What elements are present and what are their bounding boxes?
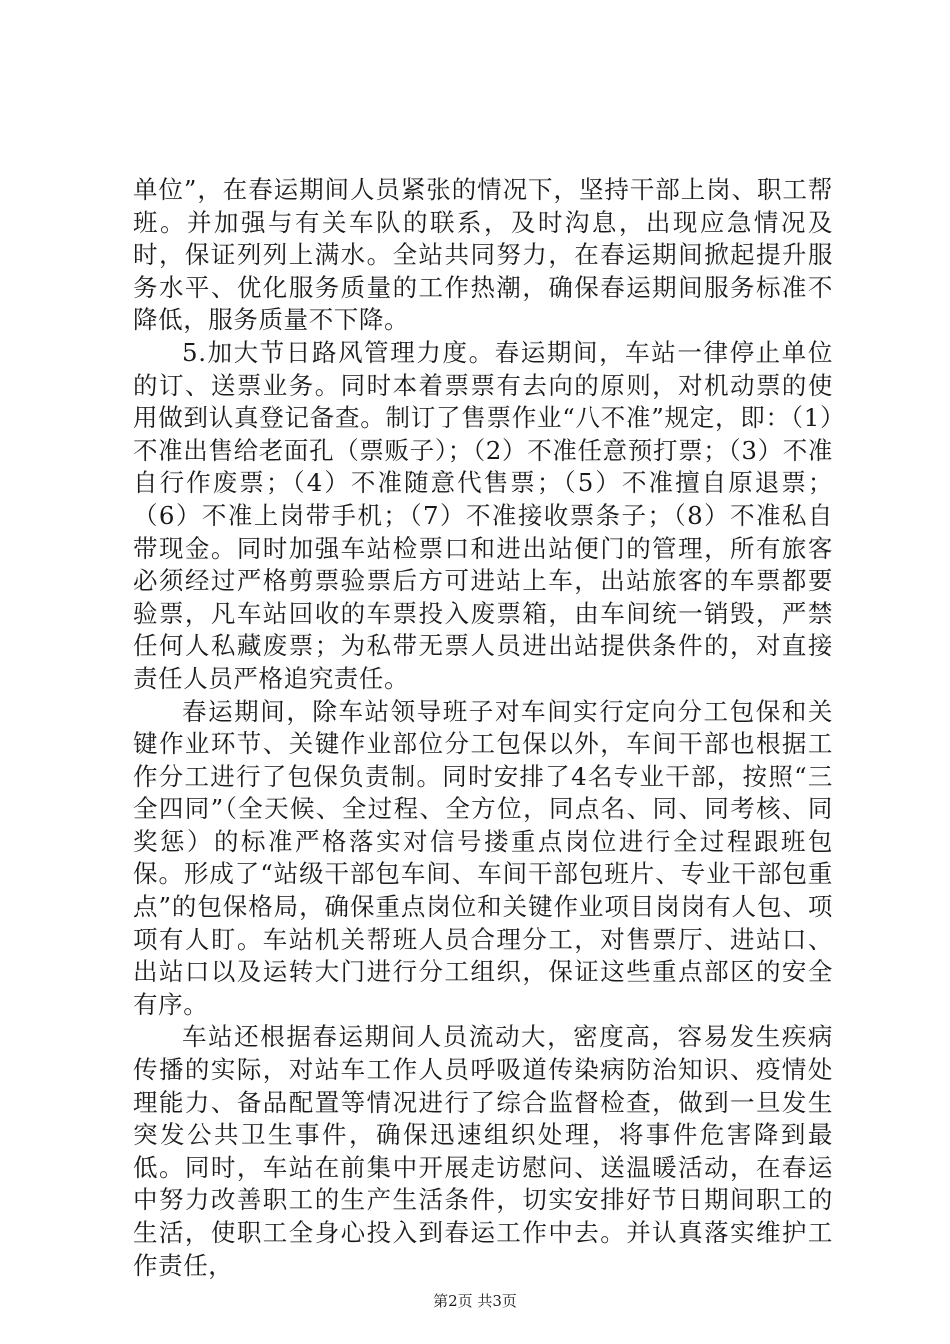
document-body <box>133 174 833 1282</box>
paragraph-4: 车站还根据春运期间人员流动大，密度高，容易发生疾病传播的实际，对站车工作人员呼吸道传染病防治知识、疫情处理能力、备品配置等情况进行了综合监督检查，做到一旦发生突发公共卫生事件，确保迅速组织处理，将事件危害降到最低。同时，车站在前集中开展走访慰问、送温暖活动，在春运中努力改善职工的生产生活条件，切实安排好节日期间职工的生活，使职工全身心投入到春运工作中去。并认真落实维护工作责任， <box>133 1022 833 1280</box>
page-number-label: 第2页 共3页 <box>433 1292 517 1310</box>
paragraph-2: 5.加大节日路风管理力度。春运期间，车站一律停止单位的订、送票业务。同时本着票票有去向的原则，对机动票的使用做到认真登记备查。制订了售票作业“八不准”规定，即：（1）不准出售给老面孔（票贩子）；（2）不准任意预打票；（3）不准自行作废票；（4）不准随意代售票；（5）不准擅自原退票；（6）不准上岗带手机；（7）不准接收票条子；（8）不准私自带现金。同时加强车站检票口和进出站便门的管理，所有旅客必须经过严格剪票验票后方可进站上车，出站旅客的车票都要验票，凡车站回收的车票投入废票箱，由车间统一销毁，严禁任何人私藏废票；为私带无票人员进出站提供条件的，对直接责任人员严格追究责任。 <box>133 337 833 693</box>
paragraph-3: 春运期间，除车站领导班子对车间实行定向分工包保和关键作业环节、关键作业部位分工包保以外，车间干部也根据工作分工进行了包保负责制。同时安排了4名专业干部，按照“三全四同”（全天候、全过程、全方位，同点名、同、同考核、同奖惩）的标准严格落实对信号搂重点岗位进行全过程跟班包保。形成了“站级干部包车间、车间干部包班片、专业干部包重点”的包保格局，确保重点岗位和关键作业项目岗岗有人包、项项有人盯。车站机关帮班人员合理分工，对售票厅、进站口、出站口以及运转大门进行分工组织，保证这些重点部区的安全有序。 <box>133 696 833 1019</box>
paragraph-1: 单位”，在春运期间人员紧张的情况下，坚持干部上岗、职工帮班。并加强与有关车队的联系，及时沟息，出现应急情况及时，保证列列上满水。全站共同努力，在春运期间掀起提升服务水平、优化服务质量的工作热潮，确保春运期间服务标准不降低，服务质量不下降。 <box>133 175 833 335</box>
page-footer <box>0 1291 950 1311</box>
